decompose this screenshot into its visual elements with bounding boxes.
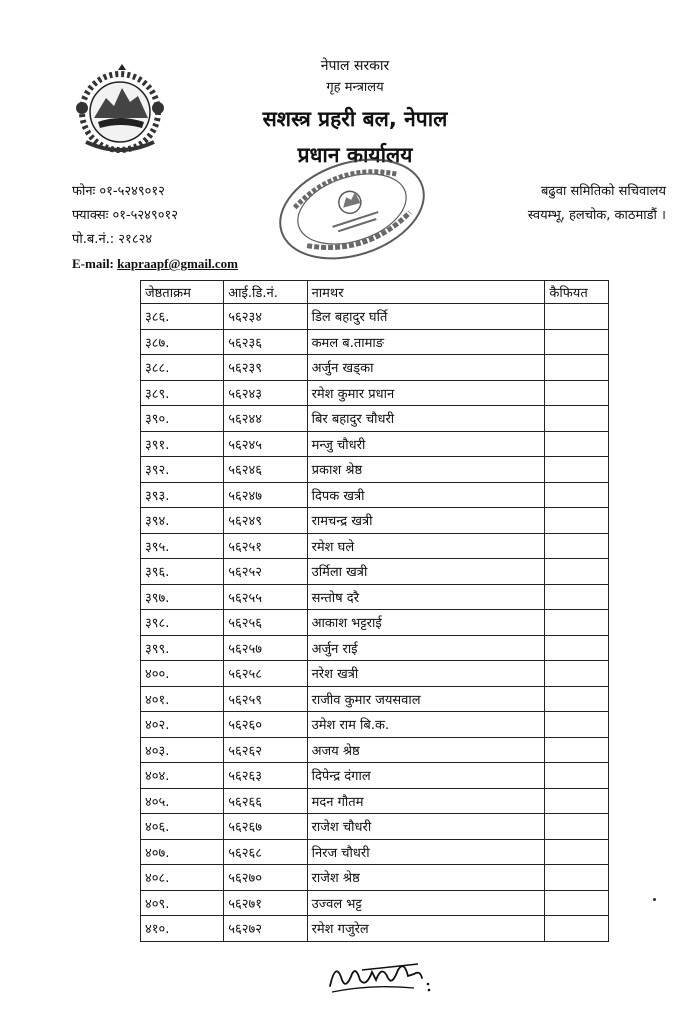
cell-name: अर्जुन राई: [307, 635, 545, 661]
cell-id: ५६२६०: [224, 712, 307, 738]
cell-name: उमेश राम बि.क.: [307, 712, 545, 738]
cell-id: ५६२५२: [224, 559, 307, 585]
cell-name: कमल ब.तामाङ: [307, 329, 545, 355]
cell-remarks: [545, 329, 609, 355]
cell-name: राजेश चौधरी: [307, 814, 545, 840]
cell-seniority: ३९८.: [141, 610, 224, 636]
cell-id: ५६२४९: [224, 508, 307, 534]
cell-name: रमेश घले: [307, 533, 545, 559]
table-row: [141, 661, 609, 687]
cell-id: ५६२५८: [224, 661, 307, 687]
phone-number: फोनः ०१-५२४९०१२: [72, 184, 165, 199]
cell-id: ५६२५७: [224, 635, 307, 661]
stray-mark: [653, 898, 656, 901]
cell-remarks: [545, 865, 609, 891]
secretariat-name: बढुवा समितिको सचिवालय: [540, 184, 666, 199]
email-label: E-mail:: [72, 256, 114, 271]
cell-remarks: [545, 737, 609, 763]
cell-seniority: ३९४.: [141, 508, 224, 534]
cell-name: रामचन्द्र खत्री: [307, 508, 545, 534]
cell-remarks: [545, 584, 609, 610]
table-row: [141, 865, 609, 891]
cell-seniority: ४०४.: [141, 763, 224, 789]
cell-id: ५६२७१: [224, 890, 307, 916]
table-row: [141, 737, 609, 763]
table-row: [141, 304, 609, 330]
cell-name: बिर बहादुर चौधरी: [307, 406, 545, 432]
table-row: [141, 508, 609, 534]
fax-number: फ्याक्सः ०१-५२४९०१२: [72, 208, 178, 223]
cell-remarks: [545, 559, 609, 585]
cell-seniority: ४०२.: [141, 712, 224, 738]
table-row: [141, 635, 609, 661]
table-header-row: [141, 281, 609, 304]
cell-remarks: [545, 712, 609, 738]
table-row: [141, 533, 609, 559]
cell-name: उज्वल भट्ट: [307, 890, 545, 916]
cell-name: दिपक खत्री: [307, 482, 545, 508]
cell-id: ५६२६२: [224, 737, 307, 763]
email-row: [72, 252, 238, 276]
secretariat-address: स्वयम्भू, हलचोक, काठमाडौं ।: [527, 208, 666, 223]
cell-id: ५६२४७: [224, 482, 307, 508]
cell-name: निरज चौधरी: [307, 839, 545, 865]
table-row: [141, 329, 609, 355]
cell-id: ५६२६३: [224, 763, 307, 789]
table-row: [141, 839, 609, 865]
cell-seniority: ३८७.: [141, 329, 224, 355]
table-row: [141, 380, 609, 406]
cell-seniority: ३९७.: [141, 584, 224, 610]
table-row: [141, 763, 609, 789]
column-header-seniority: जेष्ठताक्रम: [141, 281, 224, 304]
cell-seniority: ४०७.: [141, 839, 224, 865]
cell-id: ५६२५५: [224, 584, 307, 610]
government-name: नेपाल सरकार: [320, 58, 390, 74]
cell-seniority: ३८६.: [141, 304, 224, 330]
cell-id: ५६२४३: [224, 380, 307, 406]
cell-remarks: [545, 788, 609, 814]
cell-remarks: [545, 661, 609, 687]
cell-remarks: [545, 635, 609, 661]
organization-name: सशस्त्र प्रहरी बल, नेपाल: [262, 107, 448, 131]
table-body: [141, 304, 609, 942]
cell-remarks: [545, 508, 609, 534]
office-stamp-icon: [268, 150, 436, 268]
cell-seniority: ३८८.: [141, 355, 224, 381]
cell-name: मदन गौतम: [307, 788, 545, 814]
cell-remarks: [545, 916, 609, 942]
cell-seniority: ३९१.: [141, 431, 224, 457]
cell-remarks: [545, 686, 609, 712]
cell-remarks: [545, 533, 609, 559]
cell-remarks: [545, 431, 609, 457]
cell-name: अर्जुन खड्का: [307, 355, 545, 381]
cell-seniority: ३९०.: [141, 406, 224, 432]
cell-seniority: ४०५.: [141, 788, 224, 814]
cell-name: राजेश श्रेष्ठ: [307, 865, 545, 891]
cell-remarks: [545, 355, 609, 381]
cell-seniority: ४०३.: [141, 737, 224, 763]
cell-remarks: [545, 457, 609, 483]
po-box: पो.ब.नं.: २१८२४: [72, 232, 153, 247]
cell-name: राजीव कुमार जयसवाल: [307, 686, 545, 712]
cell-remarks: [545, 482, 609, 508]
cell-name: उर्मिला खत्री: [307, 559, 545, 585]
table-row: [141, 584, 609, 610]
office-name: प्रधान कार्यालय: [297, 143, 413, 167]
cell-id: ५६२६८: [224, 839, 307, 865]
column-header-id: आई.डि.नं.: [224, 281, 307, 304]
cell-seniority: ४००.: [141, 661, 224, 687]
column-header-remarks: कैफियत: [545, 281, 609, 304]
cell-name: आकाश भट्टराई: [307, 610, 545, 636]
table-row: [141, 814, 609, 840]
contact-block: [72, 180, 238, 276]
ministry-name: गृह मन्त्रालय: [326, 80, 384, 95]
cell-name: डिल बहादुर घर्ति: [307, 304, 545, 330]
cell-remarks: [545, 839, 609, 865]
cell-seniority: ३९६.: [141, 559, 224, 585]
table-row: [141, 355, 609, 381]
table-row: [141, 431, 609, 457]
table-row: [141, 610, 609, 636]
cell-seniority: ४०९.: [141, 890, 224, 916]
cell-seniority: ४१०.: [141, 916, 224, 942]
table-row: [141, 406, 609, 432]
cell-seniority: ३९५.: [141, 533, 224, 559]
cell-name: रमेश गजुरेल: [307, 916, 545, 942]
cell-id: ५६२४४: [224, 406, 307, 432]
promotion-list-table: [140, 280, 609, 942]
table-row: [141, 712, 609, 738]
table-row: [141, 559, 609, 585]
cell-id: ५६२३९: [224, 355, 307, 381]
table-row: [141, 916, 609, 942]
cell-remarks: [545, 406, 609, 432]
table-row: [141, 890, 609, 916]
cell-remarks: [545, 380, 609, 406]
cell-remarks: [545, 814, 609, 840]
cell-seniority: ४०८.: [141, 865, 224, 891]
table-row: [141, 788, 609, 814]
cell-name: रमेश कुमार प्रधान: [307, 380, 545, 406]
cell-name: दिपेन्द्र दंगाल: [307, 763, 545, 789]
cell-id: ५६२६६: [224, 788, 307, 814]
address-block: [528, 180, 666, 228]
cell-id: ५६२३४: [224, 304, 307, 330]
cell-name: सन्तोष दरै: [307, 584, 545, 610]
cell-id: ५६२५९: [224, 686, 307, 712]
cell-id: ५६२५६: [224, 610, 307, 636]
cell-remarks: [545, 763, 609, 789]
cell-id: ५६२६७: [224, 814, 307, 840]
cell-seniority: ४०१.: [141, 686, 224, 712]
cell-remarks: [545, 890, 609, 916]
nepal-emblem-icon: [68, 62, 172, 162]
cell-remarks: [545, 304, 609, 330]
cell-id: ५६२७०: [224, 865, 307, 891]
cell-seniority: ३८९.: [141, 380, 224, 406]
cell-id: ५६२४६: [224, 457, 307, 483]
signature-icon: [322, 950, 442, 1000]
cell-id: ५६२४५: [224, 431, 307, 457]
cell-name: अजय श्रेष्ठ: [307, 737, 545, 763]
cell-remarks: [545, 610, 609, 636]
cell-name: मन्जु चौधरी: [307, 431, 545, 457]
cell-id: ५६२७२: [224, 916, 307, 942]
cell-seniority: ४०६.: [141, 814, 224, 840]
cell-name: नरेश खत्री: [307, 661, 545, 687]
cell-seniority: ३९९.: [141, 635, 224, 661]
email-link[interactable]: kapraapf@gmail.com: [117, 256, 238, 271]
cell-seniority: ३९३.: [141, 482, 224, 508]
table-row: [141, 457, 609, 483]
table-row: [141, 482, 609, 508]
table-row: [141, 686, 609, 712]
cell-id: ५६२३६: [224, 329, 307, 355]
column-header-name: नामथर: [307, 281, 545, 304]
cell-seniority: ३९२.: [141, 457, 224, 483]
cell-id: ५६२५१: [224, 533, 307, 559]
cell-name: प्रकाश श्रेष्ठ: [307, 457, 545, 483]
